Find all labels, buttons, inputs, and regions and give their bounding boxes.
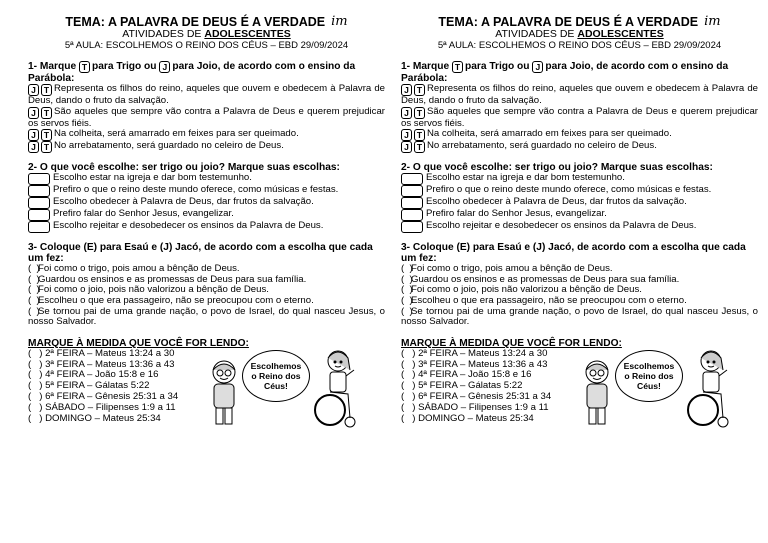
- question-1-title: 1- Marque T para Trigo ou J para Joio, de acordo com o ensino da Parábola:: [28, 61, 356, 84]
- boy-illustration: [204, 358, 244, 428]
- list-item: J T No arrebatamento, será guardado no celeiro de Deus.: [28, 141, 385, 153]
- list-item: Prefiro falar do Senhor Jesus, evangelizar.: [28, 209, 385, 221]
- question-3-title: 3- Coloque (E) para Esaú e (J) Jacó, de acordo com a escolha que cada um fez:: [401, 242, 746, 265]
- answer-box[interactable]: [401, 209, 423, 221]
- page-title: TEMA: A PALAVRA DE DEUS É A VERDADE: [438, 15, 699, 29]
- header: [401, 16, 758, 52]
- reading-title: MARQUE À MEDIDA QUE VOCÊ FOR LENDO:: [401, 337, 622, 349]
- list-item: Escolho estar na igreja e dar bom testemunho.: [28, 173, 385, 185]
- list-item: Escolho rejeitar e desobedecer os ensinos da Palavra de Deus.: [28, 221, 385, 233]
- question-3: [28, 242, 385, 328]
- answer-box[interactable]: [401, 197, 423, 209]
- lesson-line: 5ª AULA: ESCOLHEMOS O REINO DOS CÉUS – EBD 29/09/2024: [64, 40, 349, 51]
- question-1: [28, 61, 385, 153]
- list-item: ( )Se tornou pai de uma grande nação, o povo de Israel, do qual nasceu Jesus, o nosso Salvador.: [401, 305, 758, 328]
- list-item: J T São aqueles que sempre vão contra a Palavra de Deus e querem prejudicar os servos fiéis.: [401, 105, 758, 129]
- reading-title: MARQUE À MEDIDA QUE VOCÊ FOR LENDO:: [28, 337, 249, 349]
- list-item: ( )Escolheu o que era passageiro, não se preocupou com o eterno.: [28, 294, 314, 306]
- worksheet-left: [28, 16, 385, 494]
- list-item: ( ) 4ª FEIRA – João 15:8 e 16: [401, 369, 532, 381]
- answer-box[interactable]: [28, 173, 50, 185]
- speech-bubble: Escolhemos o Reino dos Céus!: [242, 350, 310, 402]
- list-item: ( )Foi como o trigo, pois amou a bênção de Deus.: [401, 263, 613, 275]
- list-item: J T Representa os filhos do reino, aqueles que ouvem e obedecem à Palavra de Deus, dando o fruto da salvação.: [401, 83, 758, 106]
- list-item: ( )Guardou os ensinos e as promessas de Deus para sua família.: [401, 273, 680, 285]
- lesson-line: 5ª AULA: ESCOLHEMOS O REINO DOS CÉUS – EBD 29/09/2024: [437, 40, 722, 51]
- list-item: ( ) SÁBADO – Filipenses 1:9 a 11: [401, 401, 549, 413]
- speech-bubble: Escolhemos o Reino dos Céus!: [615, 350, 683, 402]
- list-item: J T Representa os filhos do reino, aqueles que ouvem e obedecem à Palavra de Deus, dando o fruto da salvação.: [28, 83, 385, 106]
- list-item: ( )Guardou os ensinos e as promessas de Deus para sua família.: [28, 273, 307, 285]
- reading-plan: [401, 338, 758, 425]
- list-item: ( ) DOMINGO – Mateus 25:34: [28, 412, 161, 424]
- answer-box[interactable]: [28, 221, 50, 233]
- logo: im: [704, 14, 721, 29]
- list-item: Prefiro o que o reino deste mundo oferece, como músicas e festas.: [401, 185, 758, 197]
- question-1: [401, 61, 758, 153]
- girl-wheelchair-illustration: [683, 348, 733, 430]
- list-item: ( )Se tornou pai de uma grande nação, o povo de Israel, do qual nasceu Jesus, o nosso Salvador.: [28, 305, 385, 328]
- answer-box[interactable]: [28, 185, 50, 197]
- list-item: ( )Foi como o joio, pois não valorizou a bênção de Deus.: [28, 284, 269, 296]
- list-item: ( ) 5ª FEIRA – Gálatas 5:22: [401, 380, 523, 392]
- question-3: [401, 242, 758, 328]
- header: [28, 16, 385, 52]
- list-item: ( ) DOMINGO – Mateus 25:34: [401, 412, 534, 424]
- list-item: ( ) 3ª FEIRA – Mateus 13:36 a 43: [28, 358, 175, 370]
- list-item: J T São aqueles que sempre vão contra a Palavra de Deus e querem prejudicar os servos fiéis.: [28, 105, 385, 129]
- subtitle: ATIVIDADES DE ADOLESCENTES: [122, 28, 291, 40]
- girl-wheelchair-illustration: [310, 348, 360, 430]
- list-item: ( ) 5ª FEIRA – Gálatas 5:22: [28, 380, 150, 392]
- list-item: J T Na colheita, será amarrado em feixes para ser queimado.: [28, 129, 385, 141]
- list-item: ( )Escolheu o que era passageiro, não se preocupou com o eterno.: [401, 294, 687, 306]
- list-item: ( ) 6ª FEIRA – Gênesis 25:31 a 34: [28, 390, 179, 402]
- list-item: Escolho rejeitar e desobedecer os ensinos da Palavra de Deus.: [401, 221, 758, 233]
- list-item: Prefiro falar do Senhor Jesus, evangelizar.: [401, 209, 758, 221]
- answer-box[interactable]: [401, 221, 423, 233]
- question-2-title: 2- O que você escolhe: ser trigo ou joio? Marque suas escolhas:: [28, 162, 340, 174]
- answer-box[interactable]: [28, 209, 50, 221]
- question-2-title: 2- O que você escolhe: ser trigo ou joio? Marque suas escolhas:: [401, 162, 713, 174]
- page-title: TEMA: A PALAVRA DE DEUS É A VERDADE: [65, 15, 326, 29]
- list-item: ( ) 6ª FEIRA – Gênesis 25:31 a 34: [401, 390, 552, 402]
- list-item: ( )Foi como o trigo, pois amou a bênção de Deus.: [28, 263, 240, 275]
- answer-box[interactable]: [401, 185, 423, 197]
- answer-box[interactable]: [28, 197, 50, 209]
- worksheet-right: [401, 16, 758, 494]
- reading-plan: [28, 338, 385, 425]
- question-2: [28, 162, 385, 233]
- question-1-title: 1- Marque T para Trigo ou J para Joio, de acordo com o ensino da Parábola:: [401, 61, 729, 84]
- list-item: Escolho obedecer à Palavra de Deus, dar frutos da salvação.: [28, 197, 385, 209]
- list-item: Escolho obedecer à Palavra de Deus, dar frutos da salvação.: [401, 197, 758, 209]
- boy-illustration: [577, 358, 617, 428]
- list-item: Escolho estar na igreja e dar bom testemunho.: [401, 173, 758, 185]
- question-2: [401, 162, 758, 233]
- question-3-title: 3- Coloque (E) para Esaú e (J) Jacó, de acordo com a escolha que cada um fez:: [28, 242, 373, 265]
- list-item: ( ) 3ª FEIRA – Mateus 13:36 a 43: [401, 358, 548, 370]
- list-item: J T No arrebatamento, será guardado no celeiro de Deus.: [401, 141, 758, 153]
- subtitle: ATIVIDADES DE ADOLESCENTES: [495, 28, 664, 40]
- list-item: ( ) SÁBADO – Filipenses 1:9 a 11: [28, 401, 176, 413]
- list-item: ( ) 4ª FEIRA – João 15:8 e 16: [28, 369, 159, 381]
- list-item: ( )Foi como o joio, pois não valorizou a bênção de Deus.: [401, 284, 642, 296]
- list-item: ( ) 2ª FEIRA – Mateus 13:24 a 30: [28, 347, 175, 359]
- list-item: J T Na colheita, será amarrado em feixes para ser queimado.: [401, 129, 758, 141]
- logo: im: [331, 14, 348, 29]
- list-item: ( ) 2ª FEIRA – Mateus 13:24 a 30: [401, 347, 548, 359]
- list-item: Prefiro o que o reino deste mundo oferece, como músicas e festas.: [28, 185, 385, 197]
- answer-box[interactable]: [401, 173, 423, 185]
